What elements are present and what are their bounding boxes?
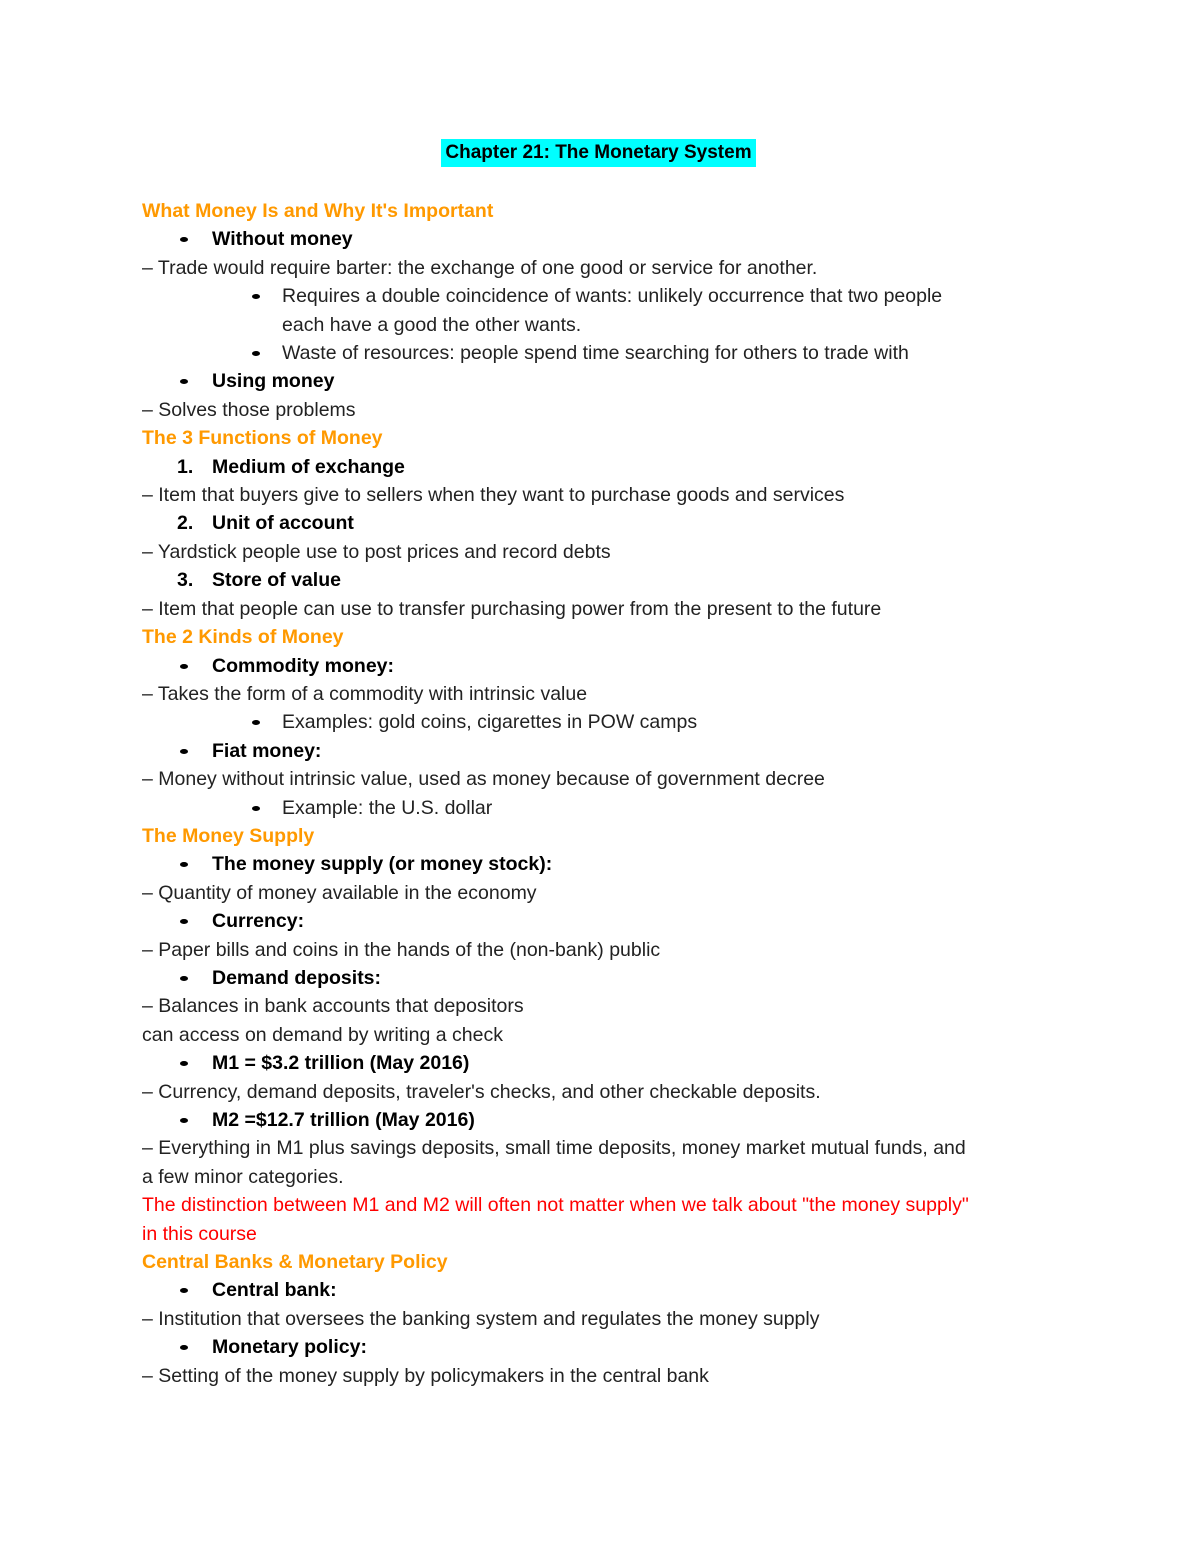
description: – Takes the form of a commodity with intrinsic value (142, 682, 588, 705)
description: can access on demand by writing a check (142, 1023, 503, 1046)
description: a few minor categories. (142, 1165, 344, 1188)
bullet-icon (180, 749, 188, 754)
description: – Quantity of money available in the economy (142, 881, 537, 904)
description: – Everything in M1 plus savings deposits, small time deposits, money market mutual funds, and (142, 1137, 966, 1160)
title-row (0, 139, 1200, 169)
description: – Paper bills and coins in the hands of the (non-bank) public (142, 938, 661, 961)
bullet-item: Commodity money: (142, 652, 1072, 680)
sub-bullet-continuation: each have a good the other wants. (282, 313, 582, 336)
bullet-icon (180, 664, 188, 669)
bullet-icon (180, 1345, 188, 1350)
description: – Trade would require barter: the exchange of one good or service for another. (142, 256, 818, 279)
section-heading: The Money Supply (142, 824, 315, 847)
document-page (142, 139, 1072, 1390)
bullet-icon (252, 351, 260, 356)
note-text: The distinction between M1 and M2 will often not matter when we talk about "the money supply" (142, 1194, 969, 1217)
description: – Balances in bank accounts that depositors (142, 995, 524, 1018)
bullet-icon (180, 1288, 188, 1293)
bullet-icon (180, 237, 188, 242)
sub-bullet-item: Requires a double coincidence of wants: unlikely occurrence that two people (142, 282, 1072, 310)
section-heading: The 2 Kinds of Money (142, 626, 344, 649)
bullet-item: Central bank: (142, 1276, 1072, 1304)
sub-bullet-item: Examples: gold coins, cigarettes in POW camps (142, 708, 1072, 736)
sub-bullet-item: Waste of resources: people spend time searching for others to trade with (142, 339, 1072, 367)
bullet-icon (252, 806, 260, 811)
section-heading: The 3 Functions of Money (142, 427, 383, 450)
description: – Setting of the money supply by policymakers in the central bank (142, 1364, 709, 1387)
numbered-item: 2. Unit of account (177, 512, 354, 535)
numbered-item: 3. Store of value (177, 569, 341, 592)
page-title: Chapter 21: The Monetary System (441, 139, 755, 167)
bullet-icon (180, 862, 188, 867)
bullet-item: Monetary policy: (142, 1333, 1072, 1361)
bullet-item: The money supply (or money stock): (142, 850, 1072, 878)
bullet-icon (180, 1118, 188, 1123)
bullet-item: Without money (142, 225, 1072, 253)
description: – Yardstick people use to post prices and record debts (142, 540, 611, 563)
description: – Currency, demand deposits, traveler's checks, and other checkable deposits. (142, 1080, 821, 1103)
bullet-icon (252, 294, 260, 299)
numbered-item: 1. Medium of exchange (177, 455, 405, 478)
bullet-item: Currency: (142, 907, 1072, 935)
sub-bullet-item: Example: the U.S. dollar (142, 794, 1072, 822)
bullet-item: Fiat money: (142, 737, 1072, 765)
bullet-item: M1 = $3.2 trillion (May 2016) (142, 1049, 1072, 1077)
bullet-icon (180, 919, 188, 924)
description: – Money without intrinsic value, used as money because of government decree (142, 768, 825, 791)
description: – Item that people can use to transfer purchasing power from the present to the future (142, 597, 882, 620)
section-heading: What Money Is and Why It's Important (142, 200, 494, 222)
bullet-icon (252, 720, 260, 725)
bullet-item: Using money (142, 367, 1072, 395)
description: – Item that buyers give to sellers when they want to purchase goods and services (142, 484, 845, 507)
bullet-icon (180, 379, 188, 384)
bullet-icon (180, 976, 188, 981)
description: – Solves those problems (142, 398, 356, 421)
note-text: in this course (142, 1222, 257, 1245)
description: – Institution that oversees the banking system and regulates the money supply (142, 1307, 820, 1330)
bullet-item: Demand deposits: (142, 964, 1072, 992)
bullet-item: M2 =$12.7 trillion (May 2016) (142, 1106, 1072, 1134)
section-heading: Central Banks & Monetary Policy (142, 1251, 448, 1274)
bullet-icon (180, 1061, 188, 1066)
